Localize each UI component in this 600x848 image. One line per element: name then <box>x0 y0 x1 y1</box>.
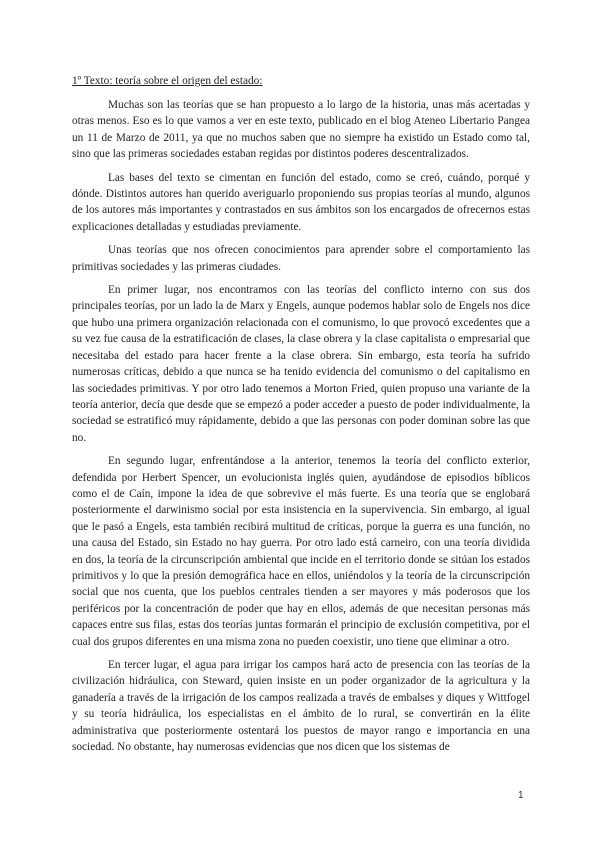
paragraph-bases: Las bases del texto se cimentan en función del estado, como se creó, cuándo, porqué y dónde. Distintos autores han querido averiguarlo proponiendo sus propias teorías al mundo, algunos de los autores más importantes y contrastados en sus ámbitos son los encargados de ofrecernos estas explicaciones detalladas y estudiadas previamente. <box>72 171 530 233</box>
section-heading: 1º Texto: teoría sobre el origen del estado: <box>72 75 263 87</box>
paragraph-internal-conflict: En primer lugar, nos encontramos con las teorías del conflicto interno con sus dos principales teorías, por un lado la de Marx y Engels, aunque podemos hablar solo de Engels nos dice que hubo una primera organización relacionada con el comunismo, lo que provocó excedentes que a su vez fue causa de la estratificación de clases, la clase obrera y la clase capitalista o empresarial que necesitaba del estado para hacer frente a la clase obrera. Sin embargo, esta teoría ha sufrido numerosas críticas, debido a que nunca se ha tenido evidencia del comunismo o del capitalismo en las sociedades primitivas. Y por otro lado tenemos a Morton Fried, quien propuso una variante de la teoría anterior, decía que desde que se empezó a poder acceder a puesto de poder individualmente, la sociedad se estratificó muy rápidamente, debido a que las personas con poder dominan sobre las que no. <box>72 284 530 444</box>
paragraph-intro: Muchas son las teorías que se han propuesto a lo largo de la historia, unas más acertadas y otras menos. Eso es lo que vamos a ver en este texto, publicado en el blog Ateneo Libertario Pangea un 11 de Marzo de 2011, ya que no muchos saben que no siempre ha existido un Estado como tal, sino que las primeras sociedades estaban regidas por distintos poderes descentralizados. <box>72 99 530 161</box>
page-number: 1 <box>518 790 524 801</box>
paragraph-hydraulic: En tercer lugar, el agua para irrigar los campos hará acto de presencia con las teorías de la civilización hidráulica, con Steward, quien insiste en un poder organizador de la agricultura y la ganadería a través de la irrigación de los campos realizada a través de embalses y diques y Wittfogel y su teoría hidráulica, los especialistas en el ámbito de lo rural, se convertirán en la élite administrativa que posteriormente ostentará los puestos de mayor rango e importancia en una sociedad. No obstante, hay numerosas evidencias que nos dicen que los sistemas de <box>72 659 530 754</box>
paragraph-theories: Unas teorías que nos ofrecen conocimientos para aprender sobre el comportamiento las primitivas sociedades y las primeras ciudades. <box>72 244 530 273</box>
document-body <box>72 74 530 762</box>
paragraph-external-conflict: En segundo lugar, enfrentándose a la anterior, tenemos la teoría del conflicto exterior, defendida por Herbert Spencer, un evolucionista inglés quien, ayudándose de episodios bíblicos como el de Caín, impone la idea de que sobrevive el más fuerte. Es una teoría que se englobará posteriormente el darwinismo social por esta insistencia en la supervivencia. Sin embargo, al igual que le pasó a Engels, esta también recibirá multitud de críticas, porque la guerra es una función, no una causa del Estado, sin Estado no hay guerra. Por otro lado está carneiro, con una teoría dividida en dos, la teoría de la circunscripción ambiental que incide en el territorio donde se sitúan los estados primitivos y lo que la presión demográfica hace en ellos, uniéndolos y la teoría de la circunscripción social que nos cuenta, que los pueblos centrales tienden a ser mayores y más poderosos que los periféricos por la concentración de poder que hay en ellos, además de que necesitan personas más capaces entre sus filas, estas dos teorías juntas formarán el principio de exclusión competitiva, por el cual dos grupos diferentes en una misma zona no pueden coexistir, uno tiene que eliminar a otro. <box>72 455 530 648</box>
